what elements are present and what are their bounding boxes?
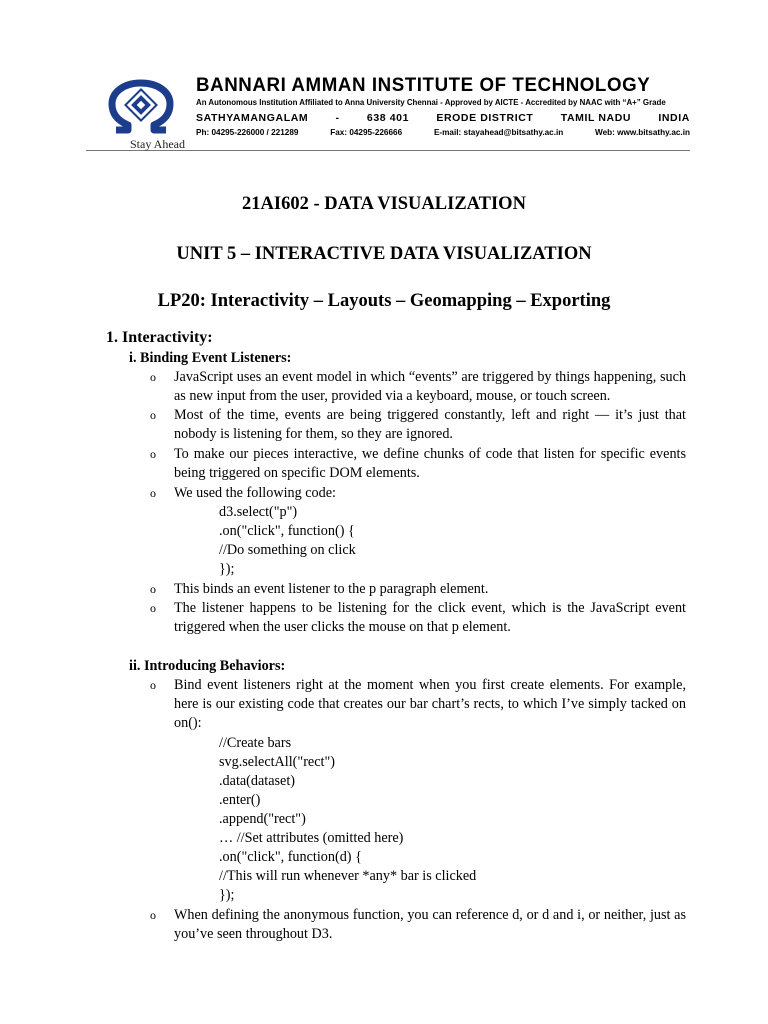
code-line: .data(dataset) — [219, 773, 296, 789]
unit-title: UNIT 5 – INTERACTIVE DATA VISUALIZATION — [176, 244, 592, 264]
code-line: … //Set attributes (omitted here) — [219, 830, 404, 846]
code-line: .append("rect") — [219, 811, 306, 827]
code-line: }); — [219, 887, 235, 903]
phone-text: Ph: 04295-226000 / 221289 — [196, 128, 299, 137]
course-title: 21AI602 - DATA VISUALIZATION — [242, 194, 526, 214]
code-line: //Create bars — [219, 735, 292, 751]
address-part: SATHYAMANGALAM — [196, 112, 309, 124]
bullet-mark: o — [150, 486, 156, 500]
address-part: - — [335, 112, 340, 124]
bullet-mark: o — [150, 370, 156, 384]
code-line: .on("click", function(d) { — [219, 849, 362, 865]
code-line: svg.selectAll("rect") — [219, 754, 335, 770]
web-text: Web: www.bitsathy.ac.in — [595, 128, 690, 137]
address-line — [196, 112, 690, 124]
section-heading-interactivity: 1. Interactivity: — [106, 329, 213, 346]
omega-logo-icon — [104, 78, 178, 136]
bullet-mark: o — [150, 601, 156, 615]
address-part: TAMIL NADU — [560, 112, 632, 124]
code-line: d3.select("p") — [219, 504, 298, 520]
code-line: //This will run whenever *any* bar is clicked — [219, 868, 477, 884]
contact-line — [196, 128, 690, 137]
bullet-text: This binds an event listener to the p paragraph element. — [174, 581, 489, 597]
institution-name: BANNARI AMMAN INSTITUTE OF TECHNOLOGY — [196, 74, 651, 96]
bullet-text: The listener happens to be listening for the click event, which is the JavaScript event triggered when the user clicks the mouse on that p element. — [174, 600, 686, 636]
bullet-text: To make our pieces interactive, we define chunks of code that listen for specific events being triggered on specific DOM elements. — [174, 446, 686, 482]
bullet-text: When defining the anonymous function, you can reference d, or d and i, or neither, just as you’ve seen throughout D3. — [174, 907, 686, 943]
code-line: .on("click", function() { — [219, 523, 355, 539]
subheading-binding-event-listeners: i. Binding Event Listeners: — [129, 350, 292, 366]
address-part: INDIA — [658, 112, 690, 124]
email-text: E-mail: stayahead@bitsathy.ac.in — [433, 128, 564, 137]
code-line: .enter() — [219, 792, 261, 808]
bullet-text: Bind event listeners right at the moment when you first create elements. For example, here is our existing code that creates our bar chart’s rects, to which I’ve simply tacked on on(): — [174, 677, 686, 732]
fax-text: Fax: 04295-226666 — [330, 128, 403, 137]
address-part: 638 401 — [366, 112, 410, 124]
address-part: ERODE DISTRICT — [436, 112, 534, 124]
letterhead — [86, 68, 690, 151]
bullet-mark: o — [150, 447, 156, 461]
bullet-mark: o — [150, 408, 156, 422]
bullet-text: We used the following code: — [174, 485, 336, 501]
subheading-introducing-behaviors: ii. Introducing Behaviors: — [129, 658, 286, 674]
institution-logo — [104, 78, 185, 151]
bullet-text: JavaScript uses an event model in which “events” are triggered by things happening, such as new input from the user, provided via a keyboard, mouse, or touch screen. — [174, 369, 686, 405]
bullet-text: Most of the time, events are being triggered constantly, left and right — it’s just that nobody is listening for them, so they are ignored. — [174, 407, 686, 443]
code-line: //Do something on click — [219, 542, 356, 558]
affiliation-text: An Autonomous Institution Affiliated to Anna University Chennai - Approved by AICTE - Accredited by NAAC with “A+” Grade — [196, 98, 666, 107]
bullet-mark: o — [150, 678, 156, 692]
tagline: Stay Ahead — [130, 137, 185, 151]
bullet-mark: o — [150, 908, 156, 922]
lesson-title: LP20: Interactivity – Layouts – Geomapping – Exporting — [157, 291, 611, 311]
bullet-mark: o — [150, 582, 156, 596]
code-line: }); — [219, 561, 235, 577]
